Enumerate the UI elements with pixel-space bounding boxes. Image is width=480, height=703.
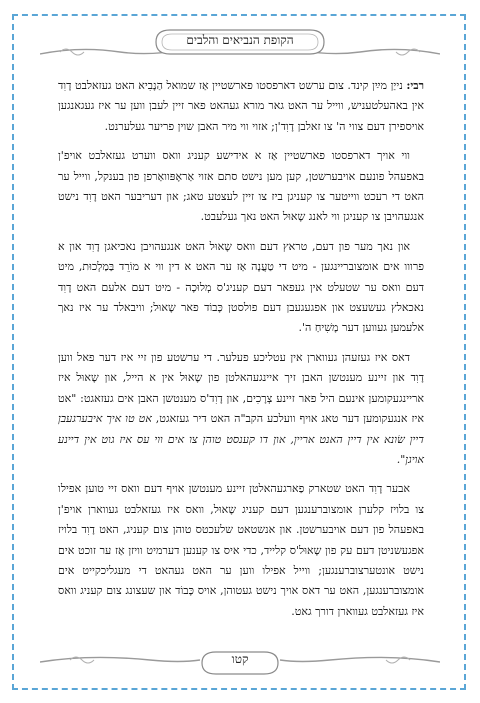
paragraph-text: אבער דָוִד האט שטארק פַארגעהאלטן זיינע מענטשן אויף דעם וואס זיי טוען אפילו צו בלויז קלערן אומצוברענגען דעם קעניג שָאוּל, וואס איז געזאלבט געווארן אויפ'ן באפעהל פון דעם אויבערשטן. און אנשטאט שלעכטס טוהן צום קעניג, האט דָוִד בלויז אפגעשניטן דעם עק פון שָאוּל'ס קלייד, כדי איס צו קענען דערמיט וויזן אַז ער זוכט אים נישט אונטערצוברענגען; ווייל אפילו ווען ער האט געהאט די מעגליכקייט אים אומצוברענגען, האט ער דאס אויך נישט געטוהן, אויס כָּבוֹד און שעצונג צום קעניג וואס איז געזאלבט געווארן דורך גאט. (58, 482, 424, 618)
paragraph-text: נייַן מײַן קינד. צום ערשט דארפסטו פארשטיין אַז שמואל הַנָבִיא האט געזאלבט דָוִד אין באהעלטעניש, ווייל ער האט גאר מורא געהאט פאר זיין לעבן ווען ער איז געגאנגען אויספירן דעם צווי ה' צו זאלבן דָוִד'ן; אזוי ווי מיר האבן שוין פריער געלערנט. (58, 79, 424, 133)
paragraph (58, 146, 424, 228)
paragraph-text: און נאך מער פון דעם, טראץ דעם וואס שָאוּל האט אנגעהויבן נאכיאגן דָוִד און א פרווו אים אומצובריינגען - מיט די טַעֲנָה אַז ער האט א דין ווי א מוֹרֵד בַּמַלְכוּת, מיט דעם וואס ער שטעלט אין געפאר דעם קעניג'ס מְלוּכָה - מיט דעם אלעם האט דָוִד נאכאלץ געשעצט און אפגעגעבן דעם פולסטן כָּבוֹד פאר שָאוּל; וויבאלד ער איז נאך אלעמען געווען דער מָשִׁיחַ ה'. (58, 239, 424, 335)
speaker-label: רבי: (406, 79, 424, 92)
paragraph-text: ווי אויך דארפסטו פארשטיין אַז א אידישע קעניג וואס ווערט געזאלבט אויפ'ן באפעהל פונעם אויבערשטן, קען מען נישט סתם אזוי אַראָפּוואַרפן פון בענקל, ווייל ער האט די רעכט ווייטער צו קעניגן ביז צו זיין לעצטע טאג; און דעריבער האט דָוִד נישט אנגעהויבן צו קעניגן ווי לאנג שָאוּל האט נאך געלעבט. (58, 149, 424, 224)
paragraph-text: דאס איז געזעהן געווארן אין עטליכע פעלער. די ערשטע פון זיי איז דער פאל ווען דָוִד און זיינע מענטשן האבן זיך איינגעהאלטן פון שָאוּל אין א הייל, און שָאוּל איז אריינגעקומען אינעם היל פאר זיינע צְרָכִים, און דָוִד'ס מענטשן האבן אים געזאגט: "אט איז אנגעקומען דער טאג אויף וועלכע הקב"ה האט דיר געזאגט, (58, 350, 424, 426)
paragraph (58, 237, 424, 339)
quoted-verse: אט טו איך איבערגעבן דיין שׂונא אין דיין האנט אריין, און דו קענסט טוהן צו אים ווי עס איז גוט אין דיינע אויגן". (58, 412, 424, 466)
page-number: קטו (231, 652, 249, 666)
running-header (150, 24, 330, 60)
running-header-title: הקופת הנביאים והלבים (186, 33, 294, 47)
paragraph (58, 479, 424, 622)
body-text (58, 76, 424, 631)
paragraph (58, 76, 424, 137)
paragraph (58, 348, 424, 470)
